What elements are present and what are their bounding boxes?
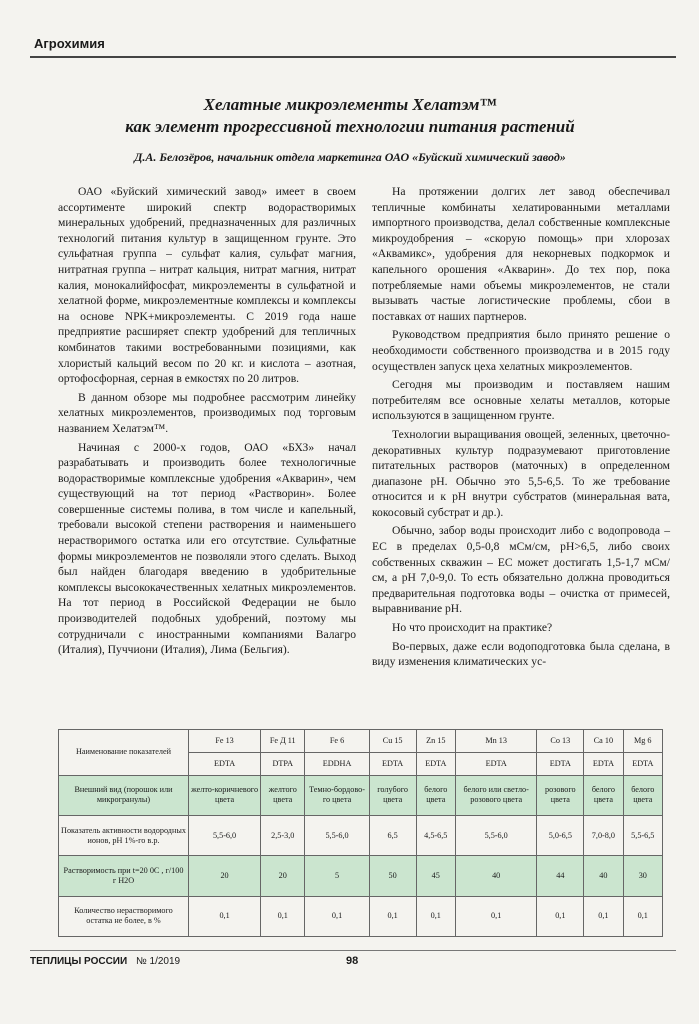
- table-cell: 0,1: [584, 896, 623, 936]
- table-cell: 6,5: [369, 815, 416, 855]
- chelate-cell: EDTA: [369, 752, 416, 775]
- section-label: Агрохимия: [34, 36, 105, 51]
- chelate-cell: EDTA: [189, 752, 261, 775]
- paragraph: В данном обзоре мы подробнее рассмотрим линейку хелатных микроэлементов, производимых под торговым названием Хелатэм™.: [58, 390, 356, 435]
- chelate-cell: EDDHA: [305, 752, 369, 775]
- row-label: Показатель активности водородных ионов, pH 1%-го в.р.: [59, 815, 189, 855]
- product-cell: Ca 10: [584, 730, 623, 753]
- left-column: [58, 184, 356, 661]
- product-cell: Mn 13: [455, 730, 536, 753]
- table-cell: 5,5-6,0: [455, 815, 536, 855]
- table-cell: 50: [369, 856, 416, 896]
- table-cell: 0,1: [261, 896, 305, 936]
- table-cell: 20: [189, 856, 261, 896]
- table-cell: 7,0-8,0: [584, 815, 623, 855]
- table-row: [59, 896, 663, 936]
- paragraph: На протяжении долгих лет завод обеспечивал тепличные комбинаты хелатированными металлами импортного производства, делал собственные комплексные микроудобрения – «скорую помощь» при хлорозах «Аквамикс», удобрения для некорневых подкормок и капельного орошения «Акварин». До тех пор, пока потребляемые нами объемы микроэлементов, не стали вызывать частые логистические проблемы, сбои в поставках от наших партнеров.: [372, 185, 670, 323]
- product-cell: Co 13: [537, 730, 584, 753]
- table-cell: голубого цвета: [369, 775, 416, 815]
- paragraph: Сегодня мы производим и поставляем нашим потребителям все основные хелаты металлов, которые используются в защищенном грунте.: [372, 378, 670, 423]
- chelate-cell: EDTA: [455, 752, 536, 775]
- table-cell: 30: [623, 856, 662, 896]
- page-number: 98: [346, 955, 359, 967]
- table-cell: 44: [537, 856, 584, 896]
- table-cell: 5,0-6,5: [537, 815, 584, 855]
- magazine-name: ТЕПЛИЦЫ РОССИИ: [30, 956, 128, 967]
- properties-table: [58, 729, 663, 937]
- table-cell: 5,5-6,0: [305, 815, 369, 855]
- row-label: Внешний вид (порошок или микрогранулы): [59, 775, 189, 815]
- table-row: [59, 856, 663, 896]
- chelate-cell: EDTA: [416, 752, 455, 775]
- issue-number: № 1/2019: [136, 956, 181, 967]
- right-column: [372, 184, 670, 673]
- table-cell: белого цвета: [623, 775, 662, 815]
- table-cell: 5: [305, 856, 369, 896]
- table-cell: 0,1: [416, 896, 455, 936]
- chelate-cell: DTPA: [261, 752, 305, 775]
- paragraph: Технологии выращивания овощей, зеленных, цветочно-декоративных культур подразумевают приготовление питательных растворов (маточных) в определенном диапазоне pH. Обычно это 5,5-6,5. То же требование относится и к pH внутри субстратов (минеральная вата, кокосовый субстрат и др.).: [372, 427, 670, 519]
- row-label: Растворимость при t=20 0С , г/100 г H2O: [59, 856, 189, 896]
- table-cell: Темно-бордово-го цвета: [305, 775, 369, 815]
- paragraph: Начиная с 2000-х годов, ОАО «БХЗ» начал разрабатывать и производить более технологичные водорастворимые комплексные удобрения «Акварин», чем существующий на тот период «Растворин». Более совершенные системы полива, в том числе и капельный, требовали высокой степени растворения и наименьшего нерастворимого остатка или его отсутствие. Сульфатные формы микроэлементов не позволяли этого сделать. Выход был найден благодаря введению в удобрительные комплексы высококачественных хелатных микроэлементов. На тот период в Российской Федерации не было производителей подобных удобрений, поэтому мы сотрудничали с иностранными компаниями Валагро (Италия), Пуччиони (Италия), Лима (Бельгия).: [58, 440, 356, 657]
- table-cell: 40: [455, 856, 536, 896]
- paragraph: Руководством предприятия было принято решение о необходимости собственного производства и в 2015 году осуществлен запуск цеха хелатных микроэлементов.: [372, 328, 670, 373]
- article-byline: Д.А. Белозёров, начальник отдела маркетинга ОАО «Буйский химический завод»: [134, 150, 566, 164]
- table-cell: 45: [416, 856, 455, 896]
- table-cell: 5,5-6,5: [623, 815, 662, 855]
- table-cell: 0,1: [189, 896, 261, 936]
- table-cell: 2,5-3,0: [261, 815, 305, 855]
- chelate-cell: EDTA: [584, 752, 623, 775]
- table-cell: 0,1: [369, 896, 416, 936]
- table-cell: 5,5-6,0: [189, 815, 261, 855]
- chelate-cell: EDTA: [537, 752, 584, 775]
- table-header-row: [59, 730, 663, 753]
- header-rule: [30, 56, 676, 58]
- paragraph: Во-первых, даже если водоподготовка была сделана, в виду изменения климатических ус-: [372, 639, 670, 669]
- paragraph: Но что происходит на практике?: [392, 621, 553, 635]
- row-header-label: Наименование показателей: [59, 730, 189, 776]
- table-cell: 40: [584, 856, 623, 896]
- chelate-cell: EDTA: [623, 752, 662, 775]
- table-cell: 0,1: [623, 896, 662, 936]
- table-cell: 4,5-6,5: [416, 815, 455, 855]
- table-cell: 20: [261, 856, 305, 896]
- table-cell: 0,1: [305, 896, 369, 936]
- product-cell: Fe 6: [305, 730, 369, 753]
- table-cell: желто-коричневого цвета: [189, 775, 261, 815]
- footer-rule: [30, 950, 676, 951]
- table-cell: 0,1: [455, 896, 536, 936]
- table-cell: 0,1: [537, 896, 584, 936]
- table-cell: белого цвета: [584, 775, 623, 815]
- table-row: [59, 815, 663, 855]
- product-cell: Fe 13: [189, 730, 261, 753]
- paragraph: ОАО «Буйский химический завод» имеет в своем ассортименте широкий спектр водорастворимых минеральных удобрений, предназначенных для различных технологий питания культур в защищенном грунте. Это сульфатная группа – сульфат калия, сульфат магния, нитратная группа – нитрат кальция, нитрат магния, нитрат калия, монокалийфосфат, микроэлементы в сульфатной и хелатной форме, микроэлементные комплексы и комплексы на основе NPK+микроэлементы. С 2019 года наше предприятие расширяет спектр удобрений для тепличных комбинатов такими востребованными позициями, как хлористый кальций весом по 20 кг. и кислота – азотная, ортофосфорная, серная в емкостях по 20 литров.: [58, 185, 356, 386]
- row-label: Количество нерастворимого остатка не более, в %: [59, 896, 189, 936]
- table-row: [59, 775, 663, 815]
- paragraph: Обычно, забор воды происходит либо с водопровода – EC в пределах 0,5-0,8 мСм/см, pH>6,5, либо своих собственных скважин – EC может достигать 1,5-1,7 мСм/см, а pH 7,0-9,0. То есть обязательно должна проводиться предварительная подготовка воды – очистка от примесей, выравнивание pH.: [372, 524, 670, 616]
- table-cell: розового цвета: [537, 775, 584, 815]
- table-cell: белого или светло-розового цвета: [455, 775, 536, 815]
- product-cell: Zn 15: [416, 730, 455, 753]
- article-title-line2: как элемент прогрессивной технологии питания растений: [125, 117, 575, 136]
- table-cell: белого цвета: [416, 775, 455, 815]
- product-cell: Cu 15: [369, 730, 416, 753]
- product-cell: Fe Д 11: [261, 730, 305, 753]
- table-cell: желтого цвета: [261, 775, 305, 815]
- article-title-line1: Хелатные микроэлементы Хелатэм™: [203, 95, 497, 114]
- product-cell: Mg 6: [623, 730, 662, 753]
